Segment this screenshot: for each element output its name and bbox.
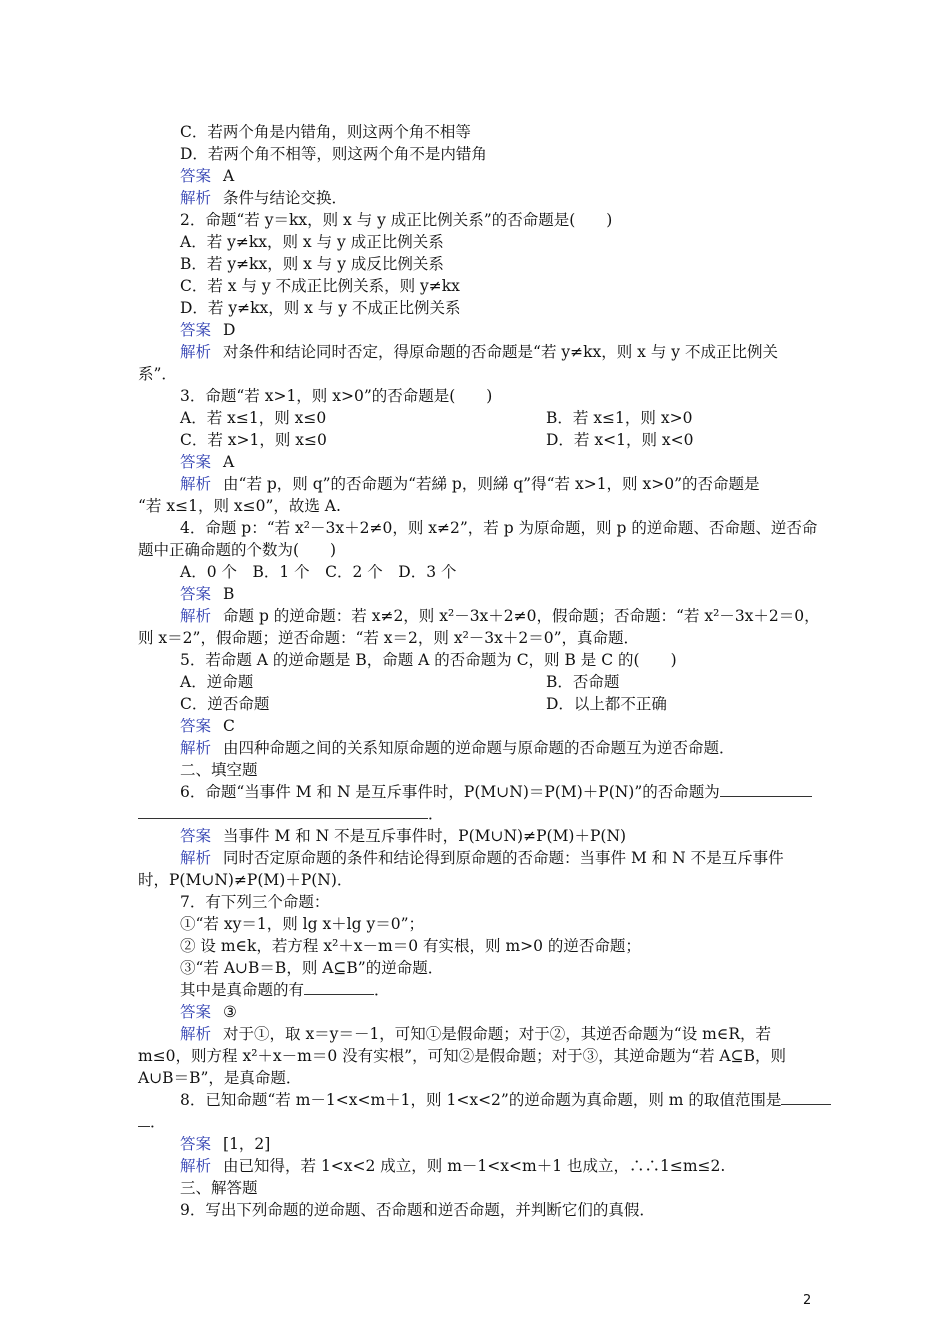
answer-label: 答案 xyxy=(180,167,212,185)
option-row xyxy=(138,407,814,429)
answer-text: 命题 p 的逆命题：若 x≠2，则 x²－3x＋2≠0，假命题；否命题：“若 x²－3x＋2＝0， xyxy=(223,607,820,625)
text-line-continued: m≤0，则方程 x²＋x－m＝0 没有实根”，可知②是假命题；对于③，其逆命题为“若 A⊆B，则 xyxy=(138,1047,787,1065)
text-line: 5．若命题 A 的逆命题是 B，命题 A 的否命题为 C，则 B 是 C 的( ) xyxy=(180,651,677,669)
answer-text: [1，2] xyxy=(223,1135,271,1153)
text-line: ② 设 m∈k，若方程 x²＋x－m＝0 有实根，则 m>0 的逆否命题； xyxy=(180,937,641,955)
page-number: 2 xyxy=(803,1293,812,1308)
analysis-line xyxy=(138,473,814,495)
analysis-line xyxy=(138,847,814,869)
analysis-label: 解析 xyxy=(180,1025,212,1043)
text-line: B．若 y≠kx，则 x 与 y 成反比例关系 xyxy=(180,255,444,273)
answer-line xyxy=(138,715,814,737)
answer-text: C xyxy=(223,717,235,735)
text-line-continued: 题中正确命题的个数为( ) xyxy=(138,541,337,559)
analysis-line xyxy=(138,605,820,627)
text-line: A．若 y≠kx，则 x 与 y 成正比例关系 xyxy=(180,233,444,251)
answer-text: D xyxy=(223,321,236,339)
document-body xyxy=(138,121,820,1221)
answer-label: 答案 xyxy=(180,585,212,603)
option-right: B．若 x≤1，则 x>0 xyxy=(546,409,693,427)
text-line-continued: 系”． xyxy=(138,365,177,383)
answer-line xyxy=(138,1133,814,1155)
answer-line xyxy=(138,451,814,473)
option-right: B．否命题 xyxy=(546,673,620,691)
analysis-label: 解析 xyxy=(180,189,212,207)
tail-punct: ． xyxy=(374,981,390,999)
option-left: C．逆否命题 xyxy=(180,695,270,713)
answer-label: 答案 xyxy=(180,717,212,735)
fill-blank-line xyxy=(138,1089,814,1111)
answer-label: 答案 xyxy=(180,1135,212,1153)
analysis-line xyxy=(138,737,814,759)
text-line-continued: A∪B＝B”，是真命题． xyxy=(138,1069,302,1087)
analysis-label: 解析 xyxy=(180,1157,212,1175)
text-line: 三、解答题 xyxy=(180,1179,258,1197)
analysis-label: 解析 xyxy=(180,739,212,757)
text-line-continued: 则 x＝2”，假命题；逆否命题：“若 x＝2，则 x²－3x＋2＝0”，真命题． xyxy=(138,629,640,647)
fill-blank-line xyxy=(138,979,814,1001)
answer-label: 答案 xyxy=(180,321,212,339)
analysis-line xyxy=(138,341,814,363)
answer-blank xyxy=(138,1111,150,1127)
answer-blank xyxy=(781,1089,831,1105)
answer-label: 答案 xyxy=(180,827,212,845)
answer-text: 由四种命题之间的关系知原命题的逆命题与原命题的否命题互为逆否命题． xyxy=(223,739,735,757)
answer-line xyxy=(138,825,814,847)
answer-label: 答案 xyxy=(180,1003,212,1021)
option-right: D．若 x<1，则 x<0 xyxy=(546,431,694,449)
analysis-line xyxy=(138,1155,814,1177)
analysis-label: 解析 xyxy=(180,849,212,867)
option-left: A．若 x≤1，则 x≤0 xyxy=(180,409,327,427)
analysis-label: 解析 xyxy=(180,343,212,361)
text-line: 2．命题“若 y＝kx，则 x 与 y 成正比例关系”的否命题是( ) xyxy=(180,211,613,229)
option-right: D．以上都不正确 xyxy=(546,695,667,713)
text-line: 9．写出下列命题的逆命题、否命题和逆否命题，并判断它们的真假． xyxy=(180,1201,655,1219)
text-line-continued: “若 x≤1，则 x≤0”，故选 A. xyxy=(138,497,341,515)
tail-punct: ． xyxy=(428,805,444,823)
text-line-continued: 时，P(M∪N)≠P(M)＋P(N)． xyxy=(138,871,353,889)
text-line: C．若两个角是内错角，则这两个角不相等 xyxy=(180,123,471,141)
answer-text: 对条件和结论同时否定，得原命题的否命题是“若 y≠kx，则 x 与 y 不成正比例关 xyxy=(223,343,778,361)
text-line: 二、填空题 xyxy=(180,761,258,779)
analysis-label: 解析 xyxy=(180,475,212,493)
text-line: D．若 y≠kx，则 x 与 y 不成正比例关系 xyxy=(180,299,461,317)
option-row xyxy=(138,429,814,451)
answer-text: 当事件 M 和 N 不是互斥事件时，P(M∪N)≠P(M)＋P(N) xyxy=(223,827,627,845)
answer-text: 同时否定原命题的条件和结论得到原命题的否命题：当事件 M 和 N 不是互斥事件 xyxy=(223,849,784,867)
option-row xyxy=(138,671,814,693)
answer-text: 由“若 p，则 q”的否命题为“若綈 p，则綈 q”得“若 x>1，则 x>0”的否命题是 xyxy=(223,475,760,493)
answer-text: B xyxy=(223,585,235,603)
option-left: C．若 x>1，则 x≤0 xyxy=(180,431,327,449)
tail-punct: ． xyxy=(150,1113,166,1131)
analysis-label: 解析 xyxy=(180,607,212,625)
answer-line xyxy=(138,1001,814,1023)
text-line: C．若 x 与 y 不成正比例关系，则 y≠kx xyxy=(180,277,460,295)
answer-text: 条件与结论交换． xyxy=(223,189,348,207)
answer-text: 对于①，取 x＝y＝－1，可知①是假命题；对于②，其逆否命题为“设 m∈R，若 xyxy=(223,1025,771,1043)
analysis-line xyxy=(138,187,814,209)
answer-text: A xyxy=(223,453,235,471)
answer-line xyxy=(138,583,814,605)
text-line: ①“若 xy＝1，则 lg x＋lg y＝0”； xyxy=(180,915,425,933)
fill-blank-continuation xyxy=(138,1111,814,1133)
question-text: 其中是真命题的有 xyxy=(180,981,305,999)
answer-text: 由已知得，若 1<x<2 成立，则 m－1<x<m＋1 也成立，∴∴1≤m≤2. xyxy=(223,1157,726,1175)
fill-blank-continuation xyxy=(138,803,814,825)
analysis-line xyxy=(138,1023,814,1045)
answer-blank xyxy=(720,781,812,797)
option-row xyxy=(138,693,814,715)
answer-label: 答案 xyxy=(180,453,212,471)
text-line: 7．有下列三个命题： xyxy=(180,893,330,911)
text-line: A．0 个 B．1 个 C．2 个 D．3 个 xyxy=(180,563,457,581)
answer-line xyxy=(138,319,814,341)
answer-blank xyxy=(304,979,374,995)
answer-line xyxy=(138,165,814,187)
text-line: ③“若 A∪B＝B，则 A⊆B”的逆命题． xyxy=(180,959,444,977)
answer-blank xyxy=(138,803,428,819)
option-left: A．逆命题 xyxy=(180,673,254,691)
text-line: 3．命题“若 x>1，则 x>0”的否命题是( ) xyxy=(180,387,493,405)
question-text: 8．已知命题“若 m－1<x<m＋1，则 1<x<2”的逆命题为真命题，则 m 的取值范围是 xyxy=(180,1091,782,1109)
question-text: 6．命题“当事件 M 和 N 是互斥事件时，P(M∪N)＝P(M)＋P(N)”的否命题为 xyxy=(180,783,720,801)
text-line: D．若两个角不相等，则这两个角不是内错角 xyxy=(180,145,487,163)
text-line: 4．命题 p：“若 x²－3x＋2≠0，则 x≠2”，若 p 为原命题，则 p 的逆命题、否命题、逆否命 xyxy=(180,519,818,537)
answer-text: A xyxy=(223,167,235,185)
answer-text: ③ xyxy=(223,1003,237,1021)
fill-blank-line xyxy=(138,781,814,803)
